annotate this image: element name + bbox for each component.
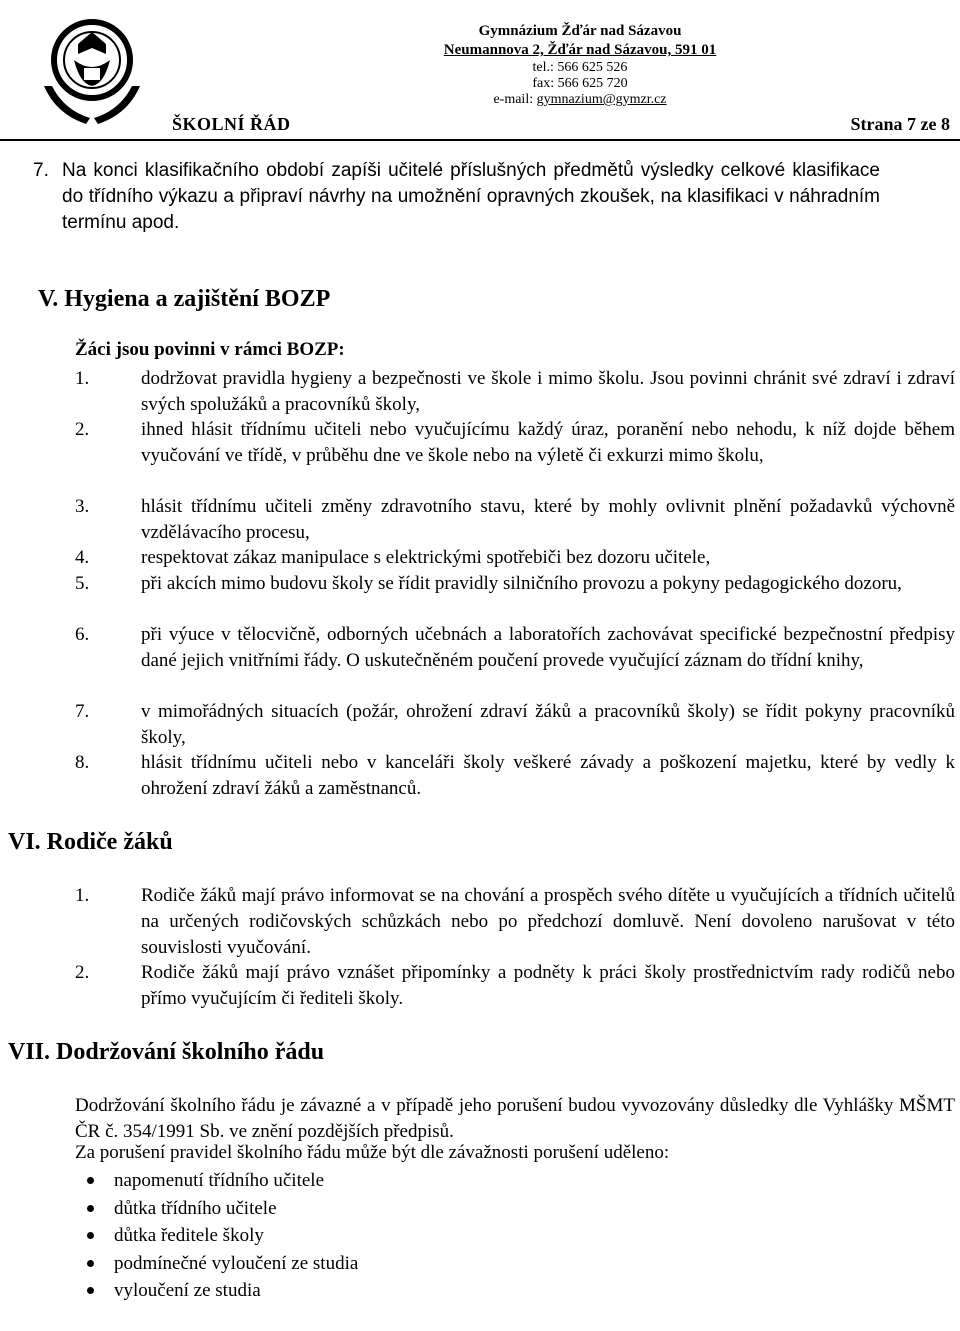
- list-item: [75, 417, 955, 469]
- item-number: 7.: [33, 160, 49, 181]
- bullet-text: napomenutí třídního učitele: [114, 1170, 325, 1191]
- section-heading-vii: VII. Dodržování školního řádu: [8, 1039, 325, 1065]
- section-heading-vi: VI. Rodiče žáků: [8, 829, 173, 855]
- school-email-line: [430, 92, 730, 108]
- list-item: [75, 1167, 358, 1195]
- bullet-icon: [87, 1177, 94, 1184]
- list-item: [75, 699, 955, 751]
- item-number: 2.: [75, 419, 90, 440]
- item-number: 1.: [75, 368, 90, 389]
- section-v-subheading: Žáci jsou povinni v rámci BOZP:: [75, 339, 345, 360]
- list-item: [75, 622, 955, 674]
- item-number: 2.: [75, 962, 90, 983]
- item-text: respektovat zákaz manipulace s elektrickými spotřebiči bez dozoru učitele,: [141, 547, 711, 568]
- list-item: [75, 960, 955, 1012]
- page-number: Strana 7 ze 8: [850, 114, 950, 134]
- list-item: [75, 1222, 358, 1250]
- sanctions-list: [75, 1167, 358, 1305]
- school-name: Gymnázium Žďár nad Sázavou: [478, 23, 682, 39]
- item-number: 6.: [75, 624, 90, 645]
- item-text: při výuce v tělocvičně, odborných učebnách a laboratořích zachovávat specifické bezpečnostní předpisy dané jejich vnitřními řády. O uskutečněném poučení provede vyučující záznam do třídní knihy,: [141, 624, 955, 671]
- item-text: hlásit třídnímu učiteli změny zdravotního stavu, které by mohly ovlivnit plnění požadavků výchovně vzdělávacího procesu,: [141, 496, 955, 543]
- list-item: [75, 1277, 358, 1305]
- item-number: 7.: [75, 701, 90, 722]
- bullet-text: vyloučení ze studia: [114, 1280, 261, 1301]
- item-number: 5.: [75, 573, 90, 594]
- bullet-icon: [87, 1205, 94, 1212]
- school-address: Neumannova 2, Žďár nad Sázavou, 591 01: [443, 42, 717, 58]
- school-tel: tel.: 566 625 526: [532, 60, 628, 75]
- list-item: [75, 571, 955, 597]
- paragraph: Za porušení pravidel školního řádu může být dle závažnosti porušení uděleno:: [75, 1142, 670, 1163]
- bullet-text: podmínečné vyloučení ze studia: [114, 1252, 359, 1274]
- item-number: 4.: [75, 547, 90, 568]
- bullet-text: důtka ředitele školy: [114, 1225, 264, 1246]
- item-text: v mimořádných situacích (požár, ohrožení zdraví žáků a pracovníků školy) se řídit pokyny pracovníků školy,: [141, 701, 955, 748]
- school-contact-block: [430, 22, 730, 108]
- list-item: [75, 494, 955, 546]
- list-item: [75, 545, 955, 571]
- item-number: 3.: [75, 496, 90, 517]
- list-item: [75, 883, 955, 960]
- item-text: Rodiče žáků mají právo informovat se na chování a prospěch svého dítěte u vyučujících a třídních učitelů na určených rodičovských schůzkách nebo po předchozí domluvě. Není dovoleno narušovat v této souvislosti vyučování.: [141, 885, 955, 958]
- item-text: při akcích mimo budovu školy se řídit pravidly silničního provozu a pokyny pedagogického dozoru,: [141, 573, 902, 594]
- paragraph: Dodržování školního řádu je závazné a v případě jeho porušení budou vyvozovány důsledky dle Vyhlášky MŠMT ČR č. 354/1991 Sb. ve znění pozdějších předpisů.: [75, 1095, 955, 1142]
- list-item: [75, 1250, 358, 1278]
- item-number: 1.: [75, 885, 90, 906]
- list-item: [75, 750, 955, 802]
- section-heading-v: V. Hygiena a zajištění BOZP: [38, 286, 331, 312]
- item-text: ihned hlásit třídnímu učiteli nebo vyučujícímu každý úraz, poranění nebo nehodu, k níž dojde během vyučování ve třídě, v průběhu dne ve škole nebo na výletě či exkurzi mimo školu,: [141, 419, 955, 466]
- item-number: 8.: [75, 752, 90, 773]
- page-header: [0, 0, 960, 140]
- bullet-icon: [87, 1260, 94, 1267]
- bullet-icon: [87, 1232, 94, 1239]
- school-logo-icon: [38, 14, 146, 132]
- list-item: [0, 158, 880, 235]
- item-text: Na konci klasifikačního období zapíši učitelé příslušných předmětů výsledky celkové klasifikace do třídního výkazu a připraví návrhy na umožnění opravných zkoušek, na klasifikaci v náhradním termínu apod.: [62, 160, 880, 233]
- school-fax: fax: 566 625 720: [532, 76, 628, 91]
- bullet-icon: [87, 1287, 94, 1294]
- list-item: [75, 1195, 358, 1223]
- item-text: hlásit třídnímu učiteli nebo v kanceláři školy veškeré závady a poškození majetku, které by vedly k ohrožení zdraví žáků a zaměstnanců.: [141, 752, 955, 799]
- header-divider: [0, 139, 960, 141]
- item-text: Rodiče žáků mají právo vznášet připomínky a podněty k práci školy prostřednictvím rady rodičů nebo přímo vyučujícím či řediteli školy.: [141, 962, 955, 1009]
- bullet-text: důtka třídního učitele: [114, 1197, 277, 1219]
- document-title: ŠKOLNÍ ŘÁD: [172, 114, 291, 134]
- list-item: [75, 366, 955, 418]
- email-link[interactable]: gymnazium@gymzr.cz: [536, 92, 667, 107]
- item-text: dodržovat pravidla hygieny a bezpečnosti ve škole i mimo školu. Jsou povinni chránit své zdraví i zdraví svých spolužáků a pracovníků školy,: [141, 368, 955, 415]
- email-label: e-mail:: [493, 92, 537, 107]
